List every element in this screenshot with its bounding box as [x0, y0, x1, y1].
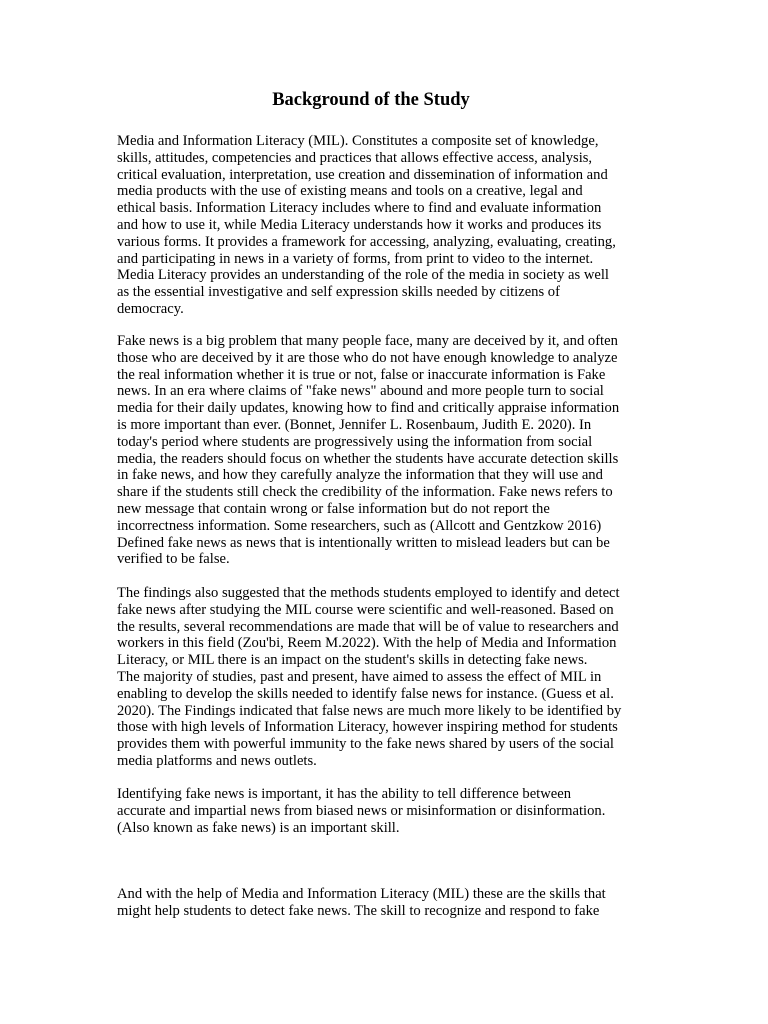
text-line: enabling to develop the skills needed to identify false news for instance. (Guess et al.	[117, 685, 614, 702]
text-line: And with the help of Media and Information Literacy (MIL) these are the skills that	[117, 886, 606, 902]
text-line: various forms. It provides a framework for accessing, analyzing, evaluating, creating,	[117, 233, 616, 250]
text-line: and how to use it, while Media Literacy understands how it works and produces its	[117, 216, 602, 233]
text-line: provides them with powerful immunity to the fake news shared by users of the social	[117, 736, 614, 753]
paragraph-mil-skills	[117, 886, 637, 920]
text-line: share if the students still check the credibility of the information. Fake news refers to	[117, 484, 613, 501]
text-line: The findings also suggested that the methods students employed to identify and detect	[117, 585, 620, 601]
paragraph-findings	[117, 585, 637, 770]
text-line: verified to be false.	[117, 551, 230, 568]
paragraph-fake-news-problem	[117, 333, 637, 568]
text-line: Media Literacy provides an understanding of the role of the media in society as well	[117, 267, 609, 284]
text-line: workers in this field (Zou'bi, Reem M.2022). With the help of Media and Information	[117, 635, 617, 652]
text-line: media, the readers should focus on whether the students have accurate detection skills	[117, 450, 619, 467]
text-line: media for their daily updates, knowing how to find and critically appraise information	[117, 400, 620, 417]
text-line: might help students to detect fake news. The skill to recognize and respond to fake	[117, 902, 600, 919]
text-line: democracy.	[117, 300, 184, 317]
document-title: Background of the Study	[272, 90, 470, 110]
text-line: those who are deceived by it are those who do not have enough knowledge to analyze	[117, 349, 618, 366]
text-line: accurate and impartial news from biased news or misinformation or disinformation.	[117, 802, 606, 819]
text-line: incorrectness information. Some researchers, such as (Allcott and Gentzkow 2016)	[117, 517, 602, 534]
text-line: Literacy, or MIL there is an impact on the student's skills in detecting fake news.	[117, 652, 588, 669]
text-line: new message that contain wrong or false information but do not report the	[117, 500, 550, 517]
text-line: ethical basis. Information Literacy includes where to find and evaluate information	[117, 200, 602, 217]
paragraph-mil-definition	[117, 133, 637, 318]
text-line: as the essential investigative and self expression skills needed by citizens of	[117, 284, 560, 301]
paragraph-identifying-fake-news	[117, 786, 637, 836]
text-line: Media and Information Literacy (MIL). Constitutes a composite set of knowledge,	[117, 133, 599, 149]
text-line: media products with the use of existing means and tools on a creative, legal and	[117, 183, 583, 200]
text-line: the results, several recommendations are made that will be of value to researchers and	[117, 618, 619, 635]
text-line: today's period where students are progressively using the information from social	[117, 433, 593, 450]
text-line: is more important than ever. (Bonnet, Jennifer L. Rosenbaum, Judith E. 2020). In	[117, 416, 592, 433]
text-line: Fake news is a big problem that many people face, many are deceived by it, and often	[117, 333, 618, 349]
text-line: The majority of studies, past and present, have aimed to assess the effect of MIL in	[117, 668, 602, 685]
text-line: 2020). The Findings indicated that false news are much more likely to be identified by	[117, 702, 622, 719]
text-line: fake news after studying the MIL course were scientific and well-reasoned. Based on	[117, 601, 614, 618]
text-line: and participating in news in a variety of forms, from print to video to the internet.	[117, 250, 594, 267]
text-line: the real information whether it is true or not, false or inaccurate information is Fake	[117, 366, 606, 383]
text-line: those with high levels of Information Literacy, however inspiring method for students	[117, 719, 618, 736]
text-line: in fake news, and how they carefully analyze the information that they will use and	[117, 467, 603, 484]
text-line: (Also known as fake news) is an important skill.	[117, 819, 400, 836]
text-line: critical evaluation, interpretation, use creation and dissemination of information and	[117, 166, 608, 183]
text-line: Defined fake news as news that is intentionally written to mislead leaders but can be	[117, 534, 610, 551]
text-line: media platforms and news outlets.	[117, 752, 317, 769]
text-line: Identifying fake news is important, it has the ability to tell difference between	[117, 786, 572, 802]
text-line: skills, attitudes, competencies and practices that allows effective access, analysis,	[117, 149, 593, 166]
text-line: news. In an era where claims of "fake news" abound and more people turn to social	[117, 383, 604, 400]
